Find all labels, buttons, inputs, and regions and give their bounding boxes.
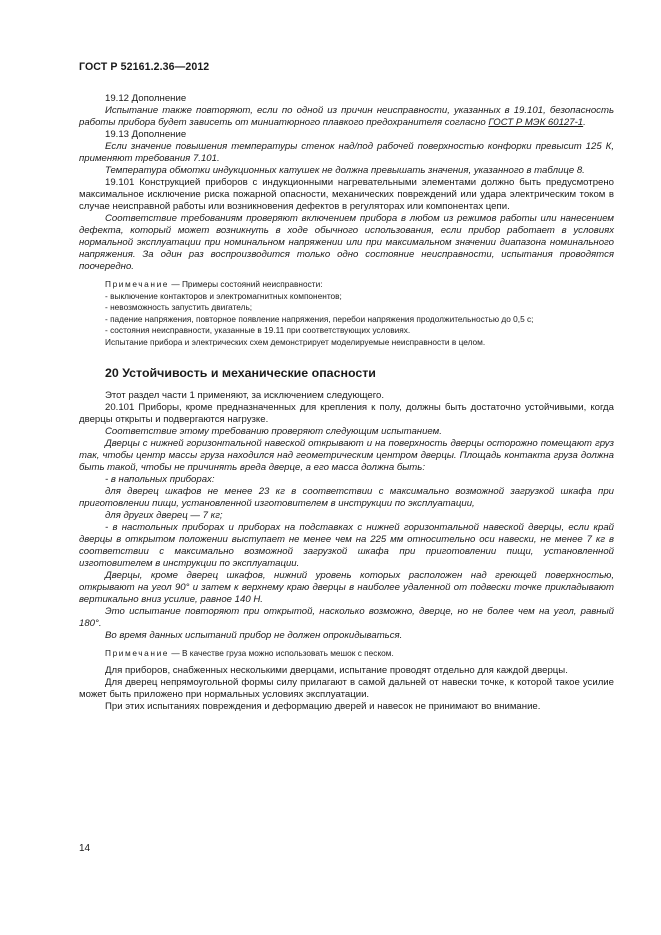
note-1	[79, 279, 614, 291]
page-number: 14	[79, 843, 91, 854]
clause-19-101-para-2: Соответствие требованиям проверяют включением прибора в любом из режимов работы или нанесением дефекта, который может возникнуть в ходе обычного использования, если прибор работает в условиях нормальной эксплуатации при номинальном напряжении или при максимальном значении диапазона номинального напряжения. За один раз воспроизводится только одно состояние неисправности, испытания проводятся поочередно.	[79, 213, 614, 272]
note-1-item: - падение напряжения, повторное появление напряжения, перебои напряжения продолжительностью до 0,5 с;	[105, 313, 534, 324]
clause-20-101-para-8: Дверцы, кроме дверец шкафов, нижний уровень которых расположен над греющей поверхностью, открывают на угол 90° и затем к верхнему краю дверцы в наиболее удаленной от подвески точке прикладывают вертикально вниз усилие, равное 140 Н.	[79, 569, 614, 605]
clause-20-101-para-10: Во время данных испытаний прибор не должен опрокидываться.	[105, 629, 403, 641]
note-1-tail: Испытание прибора и электрических схем демонстрирует моделируемые неисправности в целом.	[105, 336, 486, 347]
section-20-para-13: При этих испытаниях повреждения и деформацию дверей и навесок не принимают во внимание.	[105, 701, 541, 713]
clause-20-101-para-5: для дверец шкафов не менее 23 кг в соответствии с максимально возможной загрузкой шкафа при приготовлении пищи, установленной изготовителем в инструкции по эксплуатации,	[79, 485, 614, 509]
clause-20-101-para-9: Это испытание повторяют при открытой, насколько возможно, дверце, но не более чем на угол, равный 180°.	[79, 605, 614, 629]
clause-20-101-para-3: Дверцы с нижней горизонтальной навеской открывают и на поверхность дверцы осторожно помещают груз так, чтобы центр массы груза находился над геометрическим центром дверцы. Площадь контакта груза должна быть такой, чтобы не причинять вреда дверце, а его масса должна быть:	[79, 437, 614, 473]
section-20-para-12: Для дверец непрямоугольной формы силу прилагают в самой дальней от навески точке, к которой такое усилие может быть приложено при нормальных условиях эксплуатации.	[79, 677, 614, 701]
note-1-item: - невозможность запустить двигатель;	[105, 302, 253, 313]
note-1-item: - выключение контакторов и электромагнитных компонентов;	[105, 290, 342, 301]
clause-20-101-para-1: 20.101 Приборы, кроме предназначенных для крепления к полу, должны быть достаточно устойчивыми, когда дверцы открыты и подвергаются нагрузке.	[79, 401, 614, 425]
note-2	[79, 648, 614, 660]
section-20-intro: Этот раздел части 1 применяют, за исключением следующего.	[105, 389, 385, 401]
standard-reference-link[interactable]: ГОСТ Р МЭК 60127-1	[488, 117, 584, 128]
note-1-text: — Примеры состояний неисправности:	[169, 279, 323, 289]
note-2-text: — В качестве груза можно использовать мешок с песком.	[169, 647, 394, 658]
note-1-item: - состояния неисправности, указанные в 19.11 при соответствующих условиях.	[105, 325, 411, 336]
clause-20-101-para-2: Соответствие этому требованию проверяют следующим испытанием.	[105, 425, 442, 437]
clause-20-101-para-4: - в напольных приборах:	[105, 473, 215, 485]
clause-19-12-text-b: .	[583, 117, 586, 128]
clause-20-101-para-7: - в настольных приборах и приборах на подставках с нижней горизонтальной навеской дверцы, если край дверцы в открытом положении выступает не менее чем на 225 мм относительно оси навески, не менее 7 кг в соответствии с максимально возможной загрузкой шкафа при приготовлении пищи, установленной изготовителем в инструкции по эксплуатации.	[79, 521, 614, 569]
document-body	[79, 93, 614, 713]
document-header: ГОСТ Р 52161.2.36—2012	[79, 61, 210, 73]
section-20-title: 20 Устойчивость и механические опасности	[105, 365, 376, 380]
note-2-label: Примечание	[105, 647, 170, 658]
clause-19-13-heading: 19.13 Дополнение	[105, 129, 187, 140]
note-1-label: Примечание	[105, 279, 170, 289]
clause-19-12-heading: 19.12 Дополнение	[105, 93, 187, 104]
clause-19-12-text	[79, 105, 614, 129]
clause-19-13-para-1: Если значение повышения температуры стенок над/под рабочей поверхностью конфорки превысит 125 К, применяют требования 7.101.	[79, 141, 614, 164]
clause-19-13-para-2: Температура обмотки индукционных катушек не должна превышать значения, указанного в таблице 8.	[105, 165, 585, 176]
section-20-para-11: Для приборов, снабженных несколькими дверцами, испытание проводят отдельно для каждой дверцы.	[105, 665, 568, 677]
clause-19-12-text-a: Испытание также повторяют, если по одной из причин неисправности, указанных в 19.101, безопасность работы прибора будет зависеть от миниатюрного плавкого предохранителя согласно	[79, 105, 614, 128]
clause-20-101-para-6: для других дверец — 7 кг;	[105, 509, 223, 521]
clause-19-101-para-1: 19.101 Конструкцией приборов с индукционными нагревательными элементами должно быть предусмотрено максимальное исключение риска пожарной опасности, механических повреждений или удара электрическим током в случае неисправной работы или возникновения дефектов в регуляторах или компонентах цепи.	[79, 177, 614, 212]
